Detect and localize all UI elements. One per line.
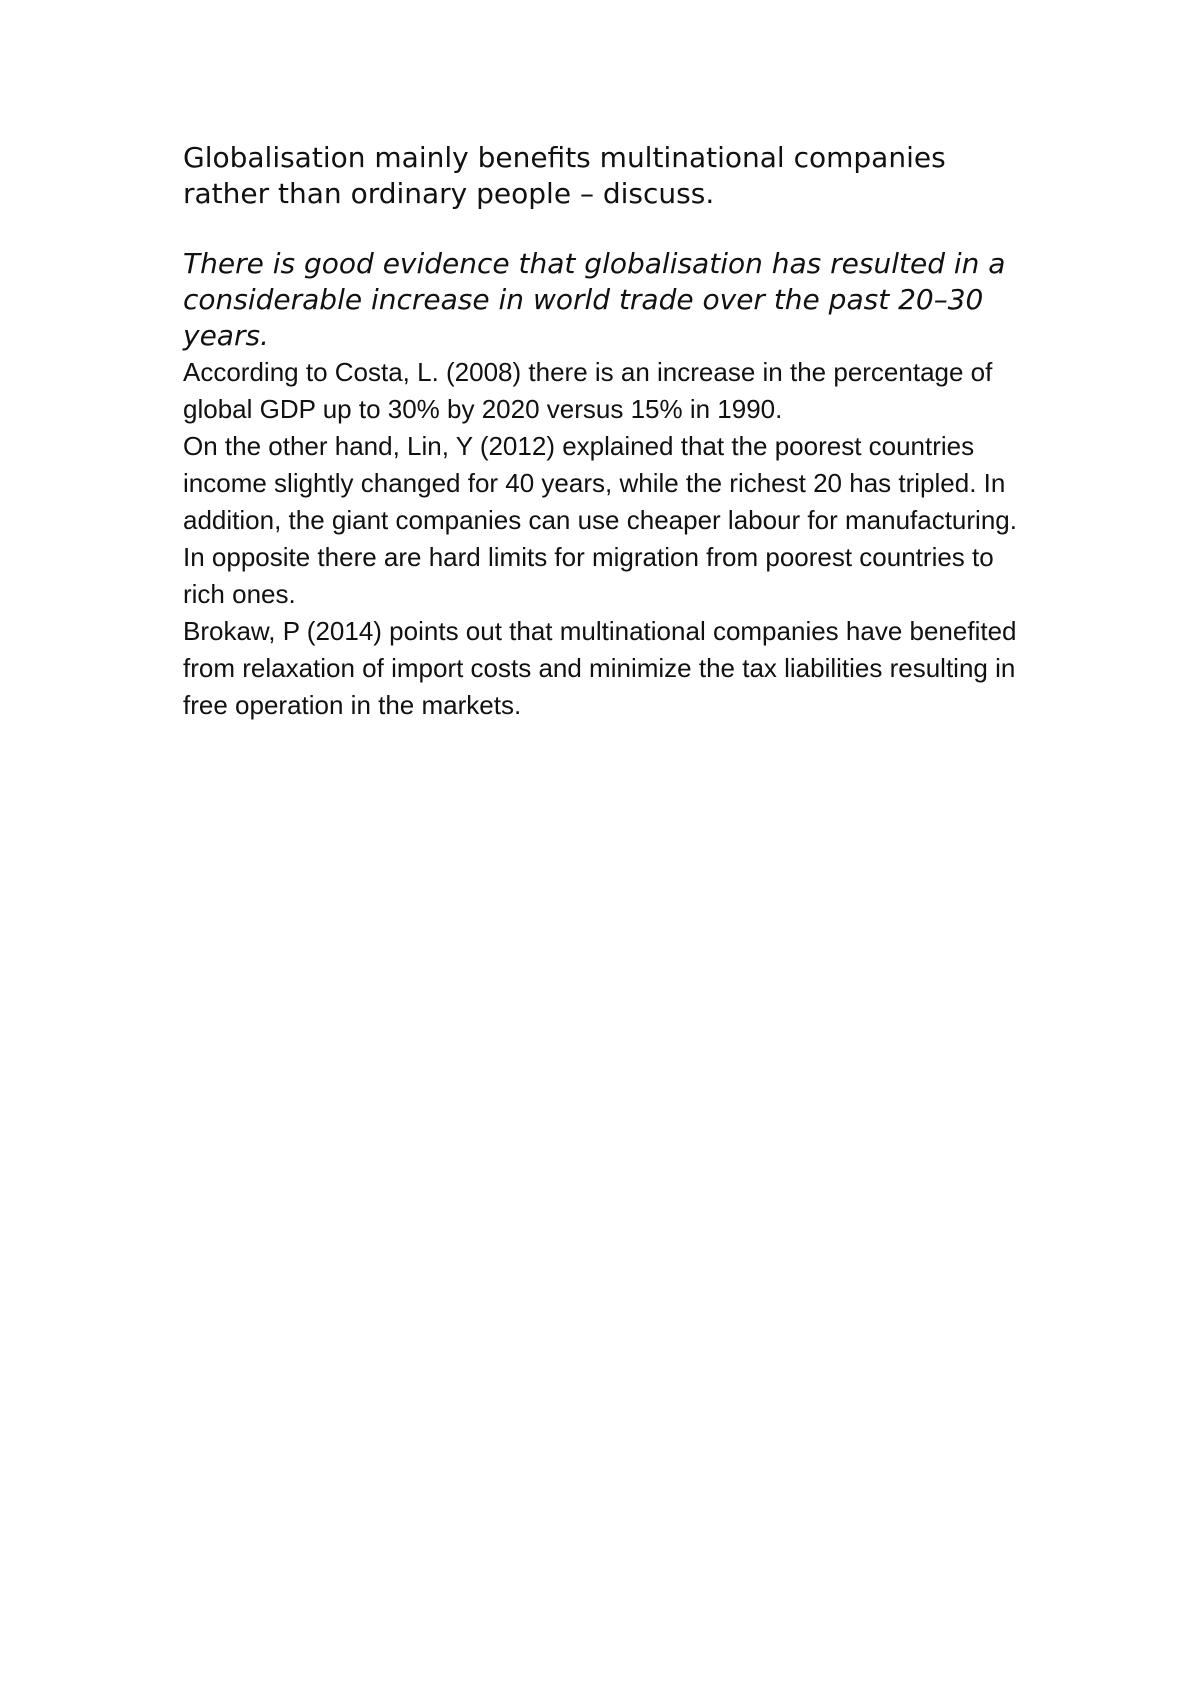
essay-title: Globalisation mainly benefits multinational companies rather than ordinary people – discuss. (183, 141, 946, 210)
blank-line (183, 212, 1033, 246)
lead-sentence: There is good evidence that globalisation has resulted in a considerable increase in world trade over the past 20–30 years. (183, 247, 1006, 352)
paragraph-brokaw: Brokaw, P (2014) points out that multinational companies have benefited from relaxation of import costs and minimize the tax liabilities resulting in free operation in the markets. (183, 616, 1017, 720)
document-body (183, 140, 1033, 724)
paragraph-lin: On the other hand, Lin, Y (2012) explained that the poorest countries income slightly changed for 40 years, while the richest 20 has tripled. In addition, the giant companies can use cheaper labour for manufacturing. In opposite there are hard limits for migration from poorest countries to rich ones. (183, 431, 1017, 609)
paragraph-costa: According to Costa, L. (2008) there is an increase in the percentage of global GDP up to 30% by 2020 versus 15% in 1990. (183, 357, 993, 424)
